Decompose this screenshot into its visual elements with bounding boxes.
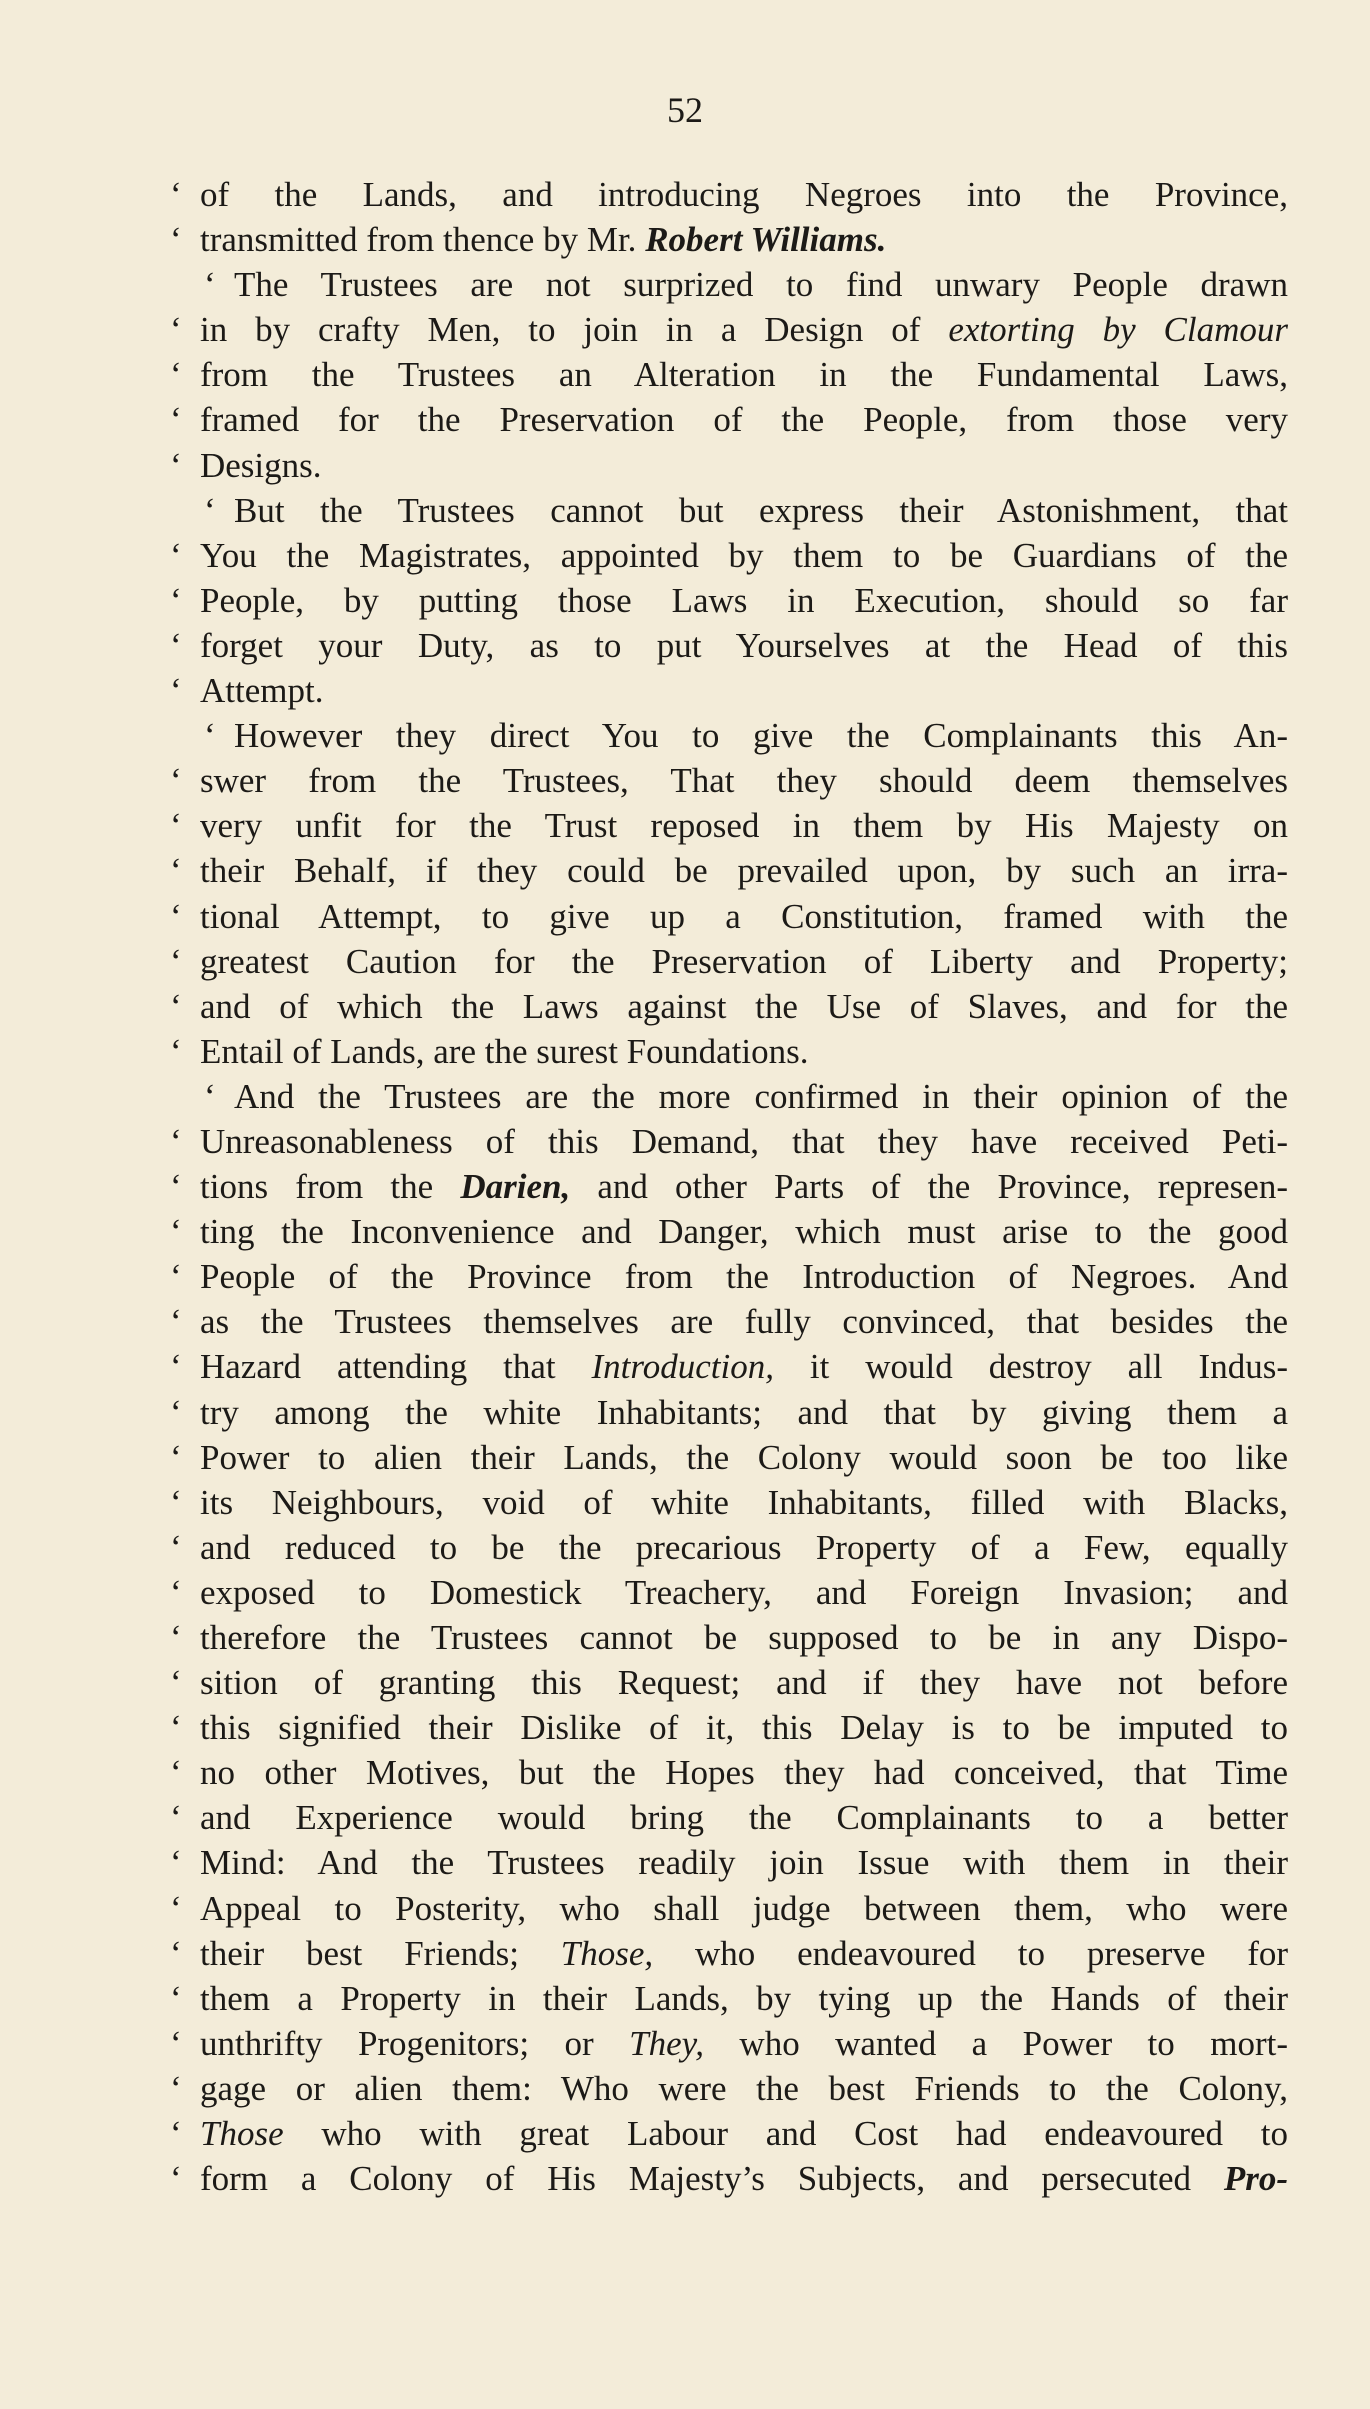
line-text: try among the white Inhabitants; and that by giving them a: [200, 1392, 1288, 1432]
line-text: Those who with great Labour and Cost had endeavoured to: [200, 2114, 1288, 2154]
quote-mark: ‘: [170, 1572, 182, 1612]
quote-mark: ‘: [170, 1392, 182, 1432]
quote-mark: ‘: [170, 1031, 182, 1071]
text-line: [170, 1435, 1288, 1480]
text-line: [170, 262, 1288, 307]
line-text: Entail of Lands, are the surest Foundations.: [200, 1031, 809, 1071]
quote-mark: ‘: [170, 2114, 182, 2154]
text-line: [170, 758, 1288, 803]
text-line: [170, 1119, 1288, 1164]
quote-mark: ‘: [170, 1753, 182, 1793]
quote-mark: ‘: [170, 1663, 182, 1703]
text-line: [170, 307, 1288, 352]
text-line: [170, 1029, 1288, 1074]
quote-mark: ‘: [170, 2159, 182, 2199]
line-text: Appeal to Posterity, who shall judge between them, who were: [200, 1888, 1288, 1928]
page-number: 52: [667, 90, 703, 130]
line-text: Attempt.: [200, 671, 324, 711]
text-line: [170, 1660, 1288, 1705]
quote-mark: ‘: [170, 310, 182, 350]
quote-mark: ‘: [170, 220, 182, 260]
quote-mark: ‘: [170, 1257, 182, 1297]
text-line: [170, 1254, 1288, 1299]
text-line: [170, 1750, 1288, 1795]
line-text: Designs.: [200, 445, 322, 485]
text-line: [170, 172, 1288, 217]
text-line: [170, 1525, 1288, 1570]
quote-mark: ‘: [170, 1482, 182, 1522]
line-text: People, by putting those Laws in Execution, should so far: [200, 580, 1288, 620]
quote-mark: ‘: [170, 1708, 182, 1748]
line-text: its Neighbours, void of white Inhabitants, filled with Blacks,: [200, 1482, 1288, 1522]
quote-mark: ‘: [204, 265, 216, 305]
text-line: [170, 848, 1288, 893]
line-text: Power to alien their Lands, the Colony would soon be too like: [200, 1437, 1288, 1477]
quote-mark: ‘: [170, 851, 182, 891]
text-line: [170, 217, 1288, 262]
text-line: [170, 1480, 1288, 1525]
line-text: this signified their Dislike of it, this Delay is to be imputed to: [200, 1708, 1288, 1748]
quote-mark: ‘: [170, 2068, 182, 2108]
quote-mark: ‘: [170, 1167, 182, 1207]
quote-mark: ‘: [170, 445, 182, 485]
text-line: [170, 668, 1288, 713]
body-text: [170, 172, 1288, 2201]
line-text: greatest Caution for the Preservation of Liberty and Property;: [200, 941, 1288, 981]
quote-mark: ‘: [170, 1437, 182, 1477]
line-text: Hazard attending that Introduction, it would destroy all Indus-: [200, 1347, 1288, 1387]
text-line: [170, 803, 1288, 848]
text-line: [170, 488, 1288, 533]
text-line: [170, 1570, 1288, 1615]
line-text: of the Lands, and introducing Negroes into the Province,: [200, 175, 1288, 214]
quote-mark: ‘: [204, 490, 216, 530]
line-text: as the Trustees themselves are fully convinced, that besides the: [200, 1302, 1288, 1342]
quote-mark: ‘: [170, 625, 182, 665]
text-line: [170, 1886, 1288, 1931]
text-line: [170, 2066, 1288, 2111]
line-text: Unreasonableness of this Demand, that they have received Peti-: [200, 1121, 1288, 1161]
text-line: [170, 533, 1288, 578]
text-line: [170, 984, 1288, 1029]
text-line: [170, 713, 1288, 758]
quote-mark: ‘: [170, 580, 182, 620]
quote-mark: ‘: [170, 535, 182, 575]
quote-mark: ‘: [170, 1933, 182, 1973]
quote-mark: ‘: [170, 761, 182, 801]
line-text: and reduced to be the precarious Property of a Few, equally: [200, 1527, 1288, 1567]
line-text: People of the Province from the Introduction of Negroes. And: [200, 1257, 1288, 1297]
text-line: [170, 1074, 1288, 1119]
line-text: unthrifty Progenitors; or They, who wanted a Power to mort-: [200, 2023, 1288, 2063]
quote-mark: ‘: [170, 1843, 182, 1883]
text-line: [170, 2021, 1288, 2066]
line-text: exposed to Domestick Treachery, and Foreign Invasion; and: [200, 1572, 1288, 1612]
line-text: tional Attempt, to give up a Constitution, framed with the: [200, 896, 1288, 936]
line-text: You the Magistrates, appointed by them to be Guardians of the: [200, 535, 1288, 575]
line-text: their Behalf, if they could be prevailed upon, by such an irra-: [200, 851, 1288, 891]
text-line: [170, 1164, 1288, 1209]
line-text: framed for the Preservation of the People, from those very: [200, 400, 1288, 440]
text-line: [170, 2156, 1288, 2201]
line-text: ting the Inconvenience and Danger, which must arise to the good: [200, 1212, 1288, 1252]
quote-mark: ‘: [170, 175, 182, 214]
text-line: [170, 578, 1288, 623]
quote-mark: ‘: [170, 941, 182, 981]
text-line: [170, 623, 1288, 668]
quote-mark: ‘: [170, 986, 182, 1026]
text-line: [170, 352, 1288, 397]
quote-mark: ‘: [170, 671, 182, 711]
text-line: [170, 1209, 1288, 1254]
quote-mark: ‘: [170, 1618, 182, 1657]
text-line: [170, 1344, 1288, 1389]
line-text: And the Trustees are the more confirmed in their opinion of the: [234, 1076, 1288, 1116]
text-line: [170, 939, 1288, 984]
text-line: [170, 1840, 1288, 1885]
line-text: Mind: And the Trustees readily join Issue with them in their: [200, 1843, 1288, 1883]
line-text: But the Trustees cannot but express their Astonishment, that: [234, 490, 1288, 530]
line-text: and Experience would bring the Complainants to a better: [200, 1798, 1288, 1838]
line-text: therefore the Trustees cannot be supposed to be in any Dispo-: [200, 1618, 1288, 1657]
line-text: their best Friends; Those, who endeavoured to preserve for: [200, 1933, 1289, 1973]
quote-mark: ‘: [170, 806, 182, 846]
line-text: no other Motives, but the Hopes they had conceived, that Time: [200, 1753, 1288, 1793]
line-text: transmitted from thence by Mr. Robert Williams.: [200, 220, 887, 260]
quote-mark: ‘: [170, 1212, 182, 1252]
text-line: [170, 2111, 1288, 2156]
quote-mark: ‘: [170, 2023, 182, 2063]
quote-mark: ‘: [170, 400, 182, 440]
quote-mark: ‘: [204, 716, 216, 756]
line-text: and of which the Laws against the Use of Slaves, and for the: [200, 986, 1288, 1026]
line-text: form a Colony of His Majesty’s Subjects, and persecuted Pro-: [200, 2159, 1288, 2199]
line-text: very unfit for the Trust reposed in them by His Majesty on: [200, 806, 1288, 846]
quote-mark: ‘: [170, 355, 182, 395]
quote-mark: ‘: [170, 1302, 182, 1342]
line-text: in by crafty Men, to join in a Design of extorting by Clamour: [200, 310, 1288, 350]
text-line: [170, 397, 1288, 442]
quote-mark: ‘: [170, 1347, 182, 1387]
text-line: [170, 443, 1288, 488]
line-text: them a Property in their Lands, by tying up the Hands of their: [200, 1978, 1288, 2018]
text-line: [170, 1299, 1288, 1344]
text-line: [170, 1705, 1288, 1750]
text-line: [170, 1976, 1288, 2021]
text-line: [170, 1615, 1288, 1660]
line-text: forget your Duty, as to put Yourselves at the Head of this: [200, 625, 1288, 665]
line-text: tions from the Darien, and other Parts of the Province, represen-: [200, 1167, 1288, 1207]
line-text: However they direct You to give the Complainants this An-: [234, 716, 1288, 756]
quote-mark: ‘: [170, 1527, 182, 1567]
line-text: from the Trustees an Alteration in the Fundamental Laws,: [200, 355, 1288, 395]
quote-mark: ‘: [204, 1076, 216, 1116]
quote-mark: ‘: [170, 1798, 182, 1838]
line-text: The Trustees are not surprized to find unwary People drawn: [234, 265, 1288, 305]
line-text: gage or alien them: Who were the best Friends to the Colony,: [200, 2068, 1288, 2108]
quote-mark: ‘: [170, 1888, 182, 1928]
quote-mark: ‘: [170, 1121, 182, 1161]
text-line: [170, 1931, 1288, 1976]
text-line: [170, 894, 1288, 939]
text-line: [170, 1795, 1288, 1840]
line-text: sition of granting this Request; and if they have not before: [200, 1663, 1288, 1703]
quote-mark: ‘: [170, 896, 182, 936]
text-line: [170, 1390, 1288, 1435]
quote-mark: ‘: [170, 1978, 182, 2018]
line-text: swer from the Trustees, That they should deem themselves: [200, 761, 1288, 801]
